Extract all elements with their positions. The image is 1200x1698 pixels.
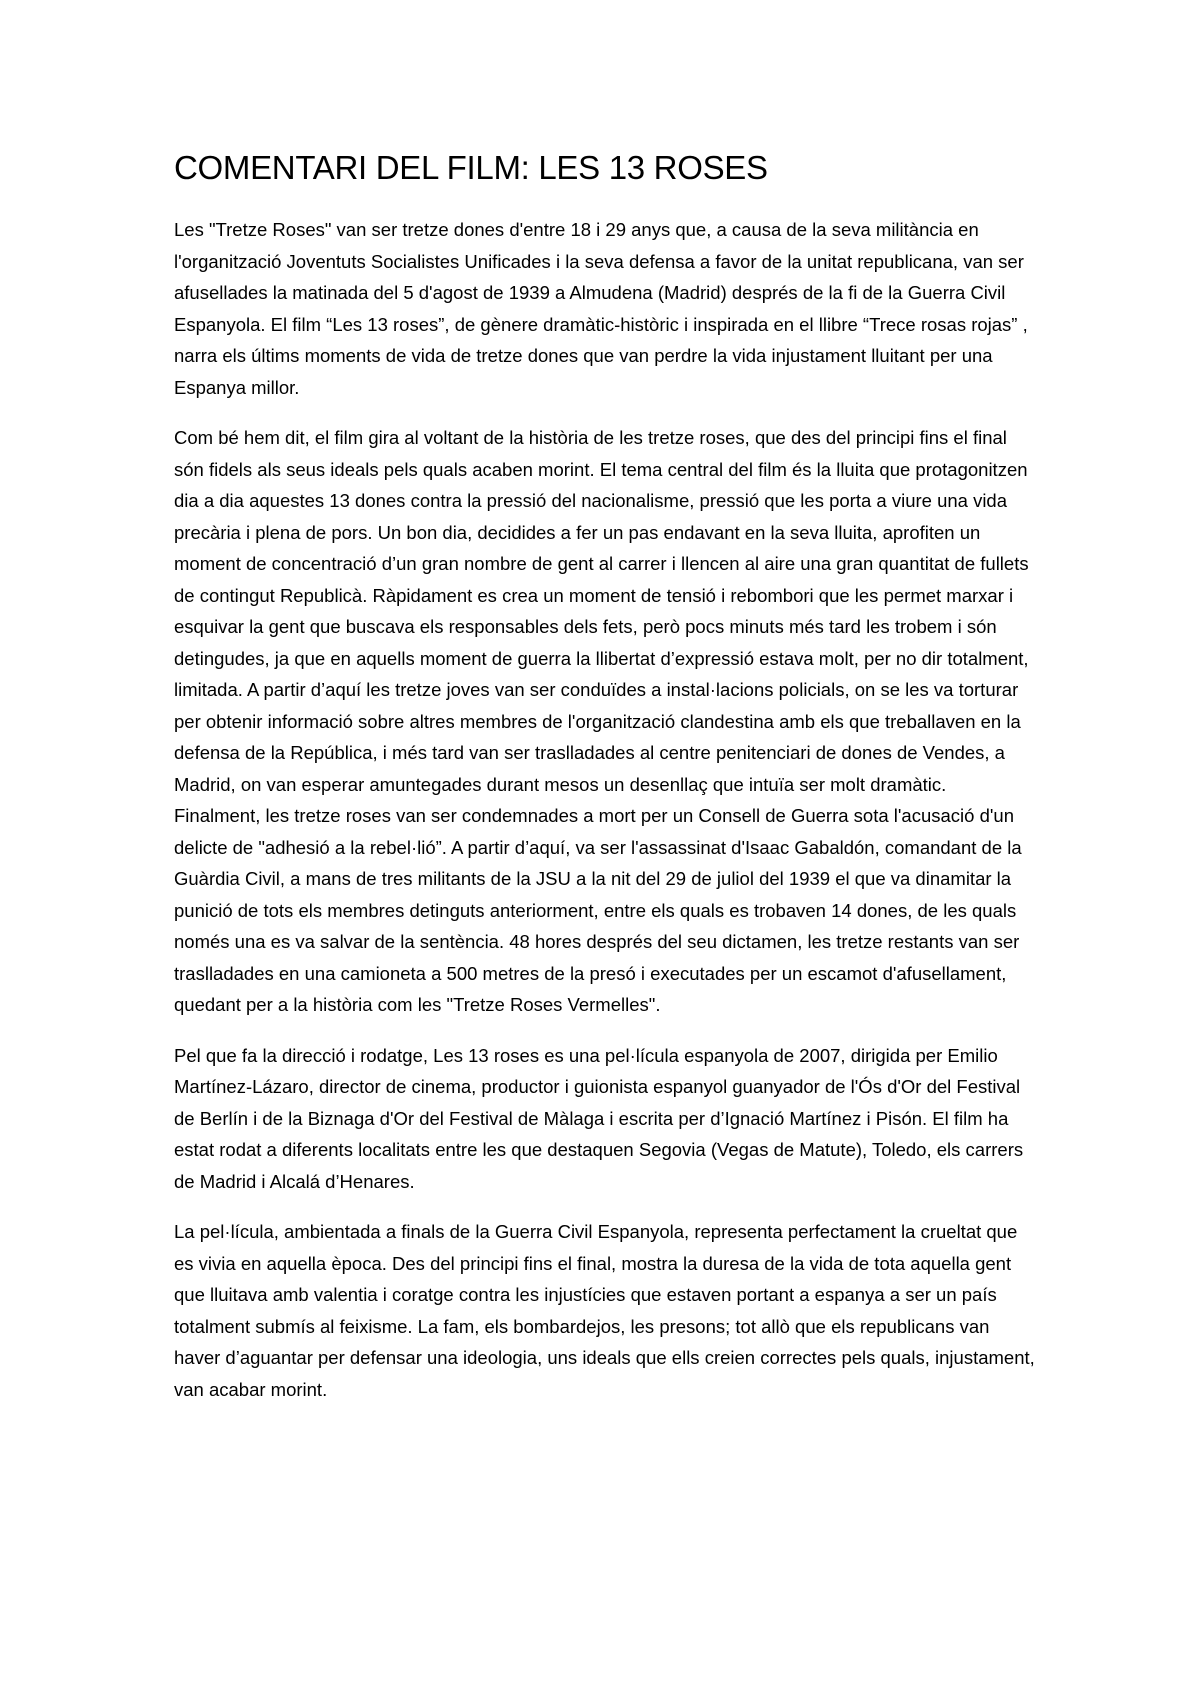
paragraph-conclusion: La pel·lícula, ambientada a finals de la Guerra Civil Espanyola, representa perfectament la crueltat que es vivia en aquella època. Des del principi fins el final, mostra la duresa de la vida de tota aquella gent que lluitava amb valentia i coratge contra les injustícies que estaven portant a espanya a ser un país totalment submís al feixisme. La fam, els bombardejos, les presons; tot allò que els republicans van haver d’aguantar per defensar una ideologia, uns ideals que ells creien correctes pels quals, injustament, van acabar morint. — [174, 1221, 1035, 1400]
paragraph-direction: Pel que fa la direcció i rodatge, Les 13 roses es una pel·lícula espanyola de 2007, dirigida per Emilio Martínez-Lázaro, director de cinema, productor i guionista espanyol guanyador de l'Ós d'Or del Festival de Berlín i de la Biznaga d'Or del Festival de Màlaga i escrita per d’Ignació Martínez i Pisón. El film ha estat rodat a diferents localitats entre les que destaquen Segovia (Vegas de Matute), Toledo, els carrers de Madrid i Alcalá d’Henares. — [174, 1044, 1024, 1192]
paragraph-plot: Com bé hem dit, el film gira al voltant de la història de les tretze roses, que des del principi fins el final són fidels als seus ideals pels quals acaben morint. El tema central del film és la lluita que protagonitzen dia a dia aquestes 13 dones contra la pressió del nacionalisme, pressió que les porta a viure una vida precària i plena de pors. Un bon dia, decidides a fer un pas endavant en la seva lluita, aprofiten un moment de concentració d’un gran nombre de gent al carrer i llencen al aire una gran quantitat de fullets de contingut Republicà. Ràpidament es crea un moment de tensió i rebombori que les permet marxar i esquivar la gent que buscava els responsables dels fets, però pocs minuts més tard les trobem i són detingudes, ja que en aquells moment de guerra la llibertat d’expressió estava molt, per no dir totalment, limitada. A partir d’aquí les tretze joves van ser conduïdes a instal·lacions policials, on se les va torturar per obtenir informació sobre altres membres de l'organització clandestina amb els que treballaven en la defensa de la República, i més tard van ser traslladades al centre penitenciari de dones de Vendes, a Madrid, on van esperar amuntegades durant mesos un desenllaç que intuïa ser molt dramàtic. Finalment, les tretze roses van ser condemnades a mort per un Consell de Guerra sota l'acusació d'un delicte de "adhesió a la rebel·lió”. A partir d’aquí, va ser l'assassinat d'Isaac Gabaldón, comandant de la Guàrdia Civil, a mans de tres militants de la JSU a la nit del 29 de juliol del 1939 el que va dinamitar la punició de tots els membres detinguts anteriorment, entre els quals es trobaven 14 dones, de les quals només una es va salvar de la sentència. 48 hores després del seu dictamen, les tretze restants van ser traslladades en una camioneta a 500 metres de la presó i executades per un escamot d'afusellament, quedant per a la història com les "Tretze Roses Vermelles". — [174, 427, 1029, 1015]
document-page — [174, 148, 1036, 1424]
paragraph-intro: Les "Tretze Roses" van ser tretze dones d'entre 18 i 29 anys que, a causa de la seva militància en l'organització Joventuts Socialistes Unificades i la seva defensa a favor de la unitat republicana, van ser afusellades la matinada del 5 d'agost de 1939 a Almudena (Madrid) després de la fi de la Guerra Civil Espanyola. El film “Les 13 roses”, de gènere dramàtic-històric i inspirada en el llibre “Trece rosas rojas” , narra els últims moments de vida de tretze dones que van perdre la vida injustament lluitant per una Espanya millor. — [174, 219, 1028, 398]
document-title: COMENTARI DEL FILM: LES 13 ROSES — [174, 149, 768, 186]
